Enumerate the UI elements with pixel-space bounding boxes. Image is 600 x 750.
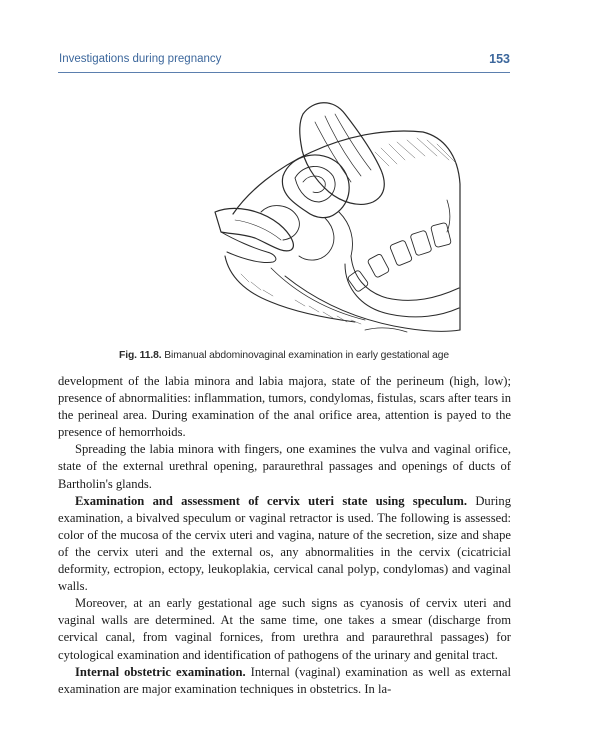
paragraph-4 — [58, 595, 511, 663]
paragraph-5-heading: Internal obstetric examination. — [75, 664, 246, 679]
running-header — [58, 52, 510, 73]
figure-caption — [58, 350, 510, 361]
paragraph-3 — [58, 493, 511, 596]
paragraph-1-text: development of the labia minora and labia majora, state of the perineum (high, low); presence of abnormalities: inflammation, tumors, condylomas, fistulas, scars after tears in the perineal area. During examination of the anal orifice area, attention is payed to the presence of hemorrhoids. — [58, 374, 511, 440]
figure-caption-text: Bimanual abdominovaginal examination in early gestational age — [164, 350, 449, 361]
figure-label: Fig. 11.8. — [119, 350, 162, 361]
paragraph-4-text: Moreover, at an early gestational age such signs as cyanosis of cervix uteri and vaginal walls are determined. At the same time, one takes a smear (discharge from cervical canal, from vaginal fornices, from urethra and paraurethral passages) for cytological examination and identification of pathogens of the urinary and genital tract. — [58, 596, 511, 662]
body-text — [58, 373, 511, 698]
bimanual-examination-drawing — [175, 92, 465, 342]
paragraph-5-text: Internal (vaginal) examination as well as external examination are major examination techniques in obstetrics. In la- — [58, 664, 511, 696]
vertebrae — [347, 222, 451, 292]
lower-hand — [215, 208, 293, 251]
running-header-title: Investigations during pregnancy — [59, 53, 222, 65]
anatomical-illustration — [175, 92, 465, 342]
paragraph-3-heading: Examination and assessment of cervix uteri state using speculum. — [75, 493, 468, 508]
paragraph-5 — [58, 664, 511, 698]
paragraph-1 — [58, 373, 511, 441]
page-number: 153 — [489, 52, 510, 66]
uterus-outline — [282, 155, 349, 218]
paragraph-2-text: Spreading the labia minora with fingers, one examines the vulva and vaginal orifice, state of the external urethral opening, paraurethral passages and openings of ducts of Bartholin's glands. — [58, 442, 511, 491]
upper-hand — [300, 103, 385, 205]
paragraph-2 — [58, 441, 511, 492]
paragraph-3-text: During examination, a bivalved speculum or vaginal retractor is used. The following is assessed: color of the mucosa of the cervix uteri and vagina, nature of the secretion, size and shape of the cervix uteri and the external os, any abnormalities in the cervix (cicatricial deformity, ectropion, ectopy, leukoplakia, cervical canal polyp, condylomas) and vaginal walls. — [58, 493, 512, 594]
